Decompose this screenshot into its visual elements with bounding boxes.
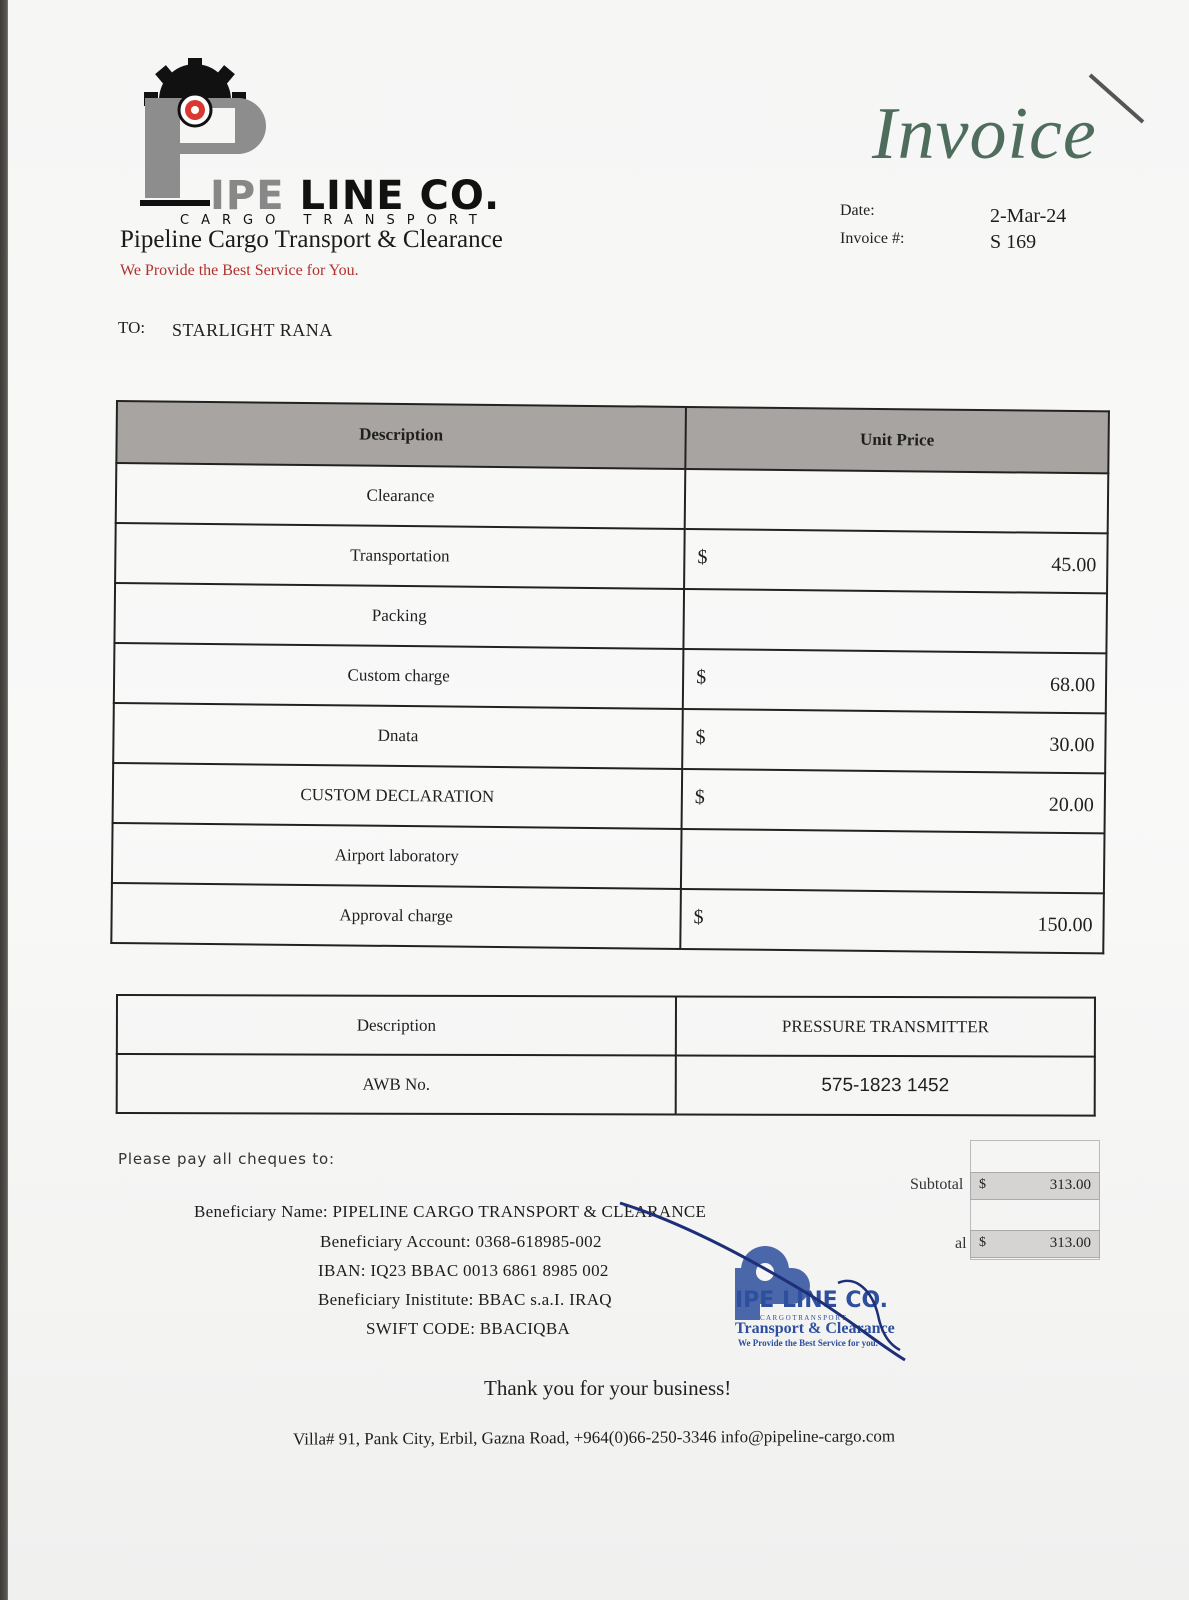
item-description: Approval charge [111,883,681,949]
item-currency: $ [695,726,706,749]
invoice-date: 2-Mar-24 [990,205,1067,227]
stamp-slogan: We Provide the Best Service for you. [738,1338,878,1348]
item-price-cell [683,589,1107,653]
item-description: Transportation [115,523,685,589]
signature-mark [610,1195,930,1370]
awb-label: AWB No. [117,1054,676,1114]
payment-note: Please pay all cheques to: [118,1150,335,1168]
beneficiary-institute: Beneficiary Inistitute: BBAC s.a.I. IRAQ [318,1290,612,1309]
shipment-table [116,994,1096,1117]
company-slogan: We Provide the Best Service for You. [120,262,359,279]
pen-mark-decoration [1085,70,1155,130]
item-currency: $ [697,546,708,569]
invoice-number-label: Invoice #: [840,230,905,247]
logo-wordmark: IPE LINE CO. [210,173,501,219]
table-row [117,995,1095,1057]
item-price-cell [685,469,1109,533]
item-description: CUSTOM DECLARATION [113,763,683,829]
stamp-service: Transport & Clearance [735,1320,895,1337]
stamp-wordmark: IPE LINE CO. [735,1288,889,1313]
table-row [113,703,1106,773]
item-price-cell [683,649,1107,713]
item-amount: 45.00 [1051,553,1097,577]
shipment-description-value: PRESSURE TRANSMITTER [676,996,1095,1056]
recipient-label: TO: [118,318,146,337]
subtotal-currency: $ [979,1177,986,1192]
invoice-number: S 169 [990,231,1037,253]
item-currency: $ [696,666,707,689]
total-currency: $ [979,1235,986,1250]
date-label: Date: [840,202,875,219]
unit-price-header: Unit Price [685,407,1109,473]
item-price-cell [682,709,1106,773]
item-amount: 150.00 [1037,913,1093,937]
total-row [970,1230,1100,1258]
item-description: Clearance [116,463,686,529]
item-price-cell [684,529,1108,593]
swift-code: SWIFT CODE: BBACIQBA [366,1319,571,1338]
item-price-cell [682,769,1106,833]
beneficiary-name: Beneficiary Name: PIPELINE CARGO TRANSPORT & CLEARANCE [194,1202,707,1221]
item-amount: 20.00 [1048,793,1094,817]
item-price-cell [680,889,1104,953]
awb-number: 575-1823 1452 [676,1055,1095,1115]
company-name: Pipeline Cargo Transport & Clearance [120,226,503,253]
table-row [115,523,1108,593]
subtotal-label: Subtotal [910,1176,964,1193]
total-amount: 313.00 [1049,1235,1091,1251]
item-description: Dnata [113,703,683,769]
subtotal-amount: 313.00 [1049,1177,1091,1193]
table-row [111,883,1104,953]
company-footer-address: Villa# 91, Pank City, Erbil, Gazna Road, +964(0)66-250-3346 info@pipeline-cargo.com [292,1426,896,1449]
item-price-cell [681,829,1105,893]
item-amount: 30.00 [1049,733,1095,757]
subtotal-row [970,1172,1100,1200]
recipient-name: STARLIGHT RANA [172,320,333,340]
shipment-description-label: Description [117,995,676,1055]
beneficiary-account: Beneficiary Account: 0368-618985-002 [320,1232,602,1251]
table-row [114,643,1107,713]
total-label: al [955,1235,967,1252]
item-description: Airport laboratory [112,823,682,889]
item-currency: $ [694,786,705,809]
items-table [110,400,1110,954]
item-description: Packing [114,583,684,649]
table-row [113,763,1106,833]
item-currency: $ [693,906,704,929]
invoice-title: Invoice [872,93,1097,175]
table-row [114,583,1107,653]
item-description: Custom charge [114,643,684,709]
stamp-subline: C A R G O T R A N S P O R T [760,1314,846,1322]
company-logo [140,58,501,233]
table-row [116,463,1109,533]
logo-subline: CARGO TRANSPORT [180,213,489,228]
table-row [112,823,1105,893]
iban: IBAN: IQ23 BBAC 0013 6861 8985 002 [318,1261,609,1280]
item-amount: 68.00 [1049,673,1096,697]
thank-you-note: Thank you for your business! [484,1376,732,1400]
description-header: Description [116,401,686,469]
table-row [117,1054,1095,1116]
